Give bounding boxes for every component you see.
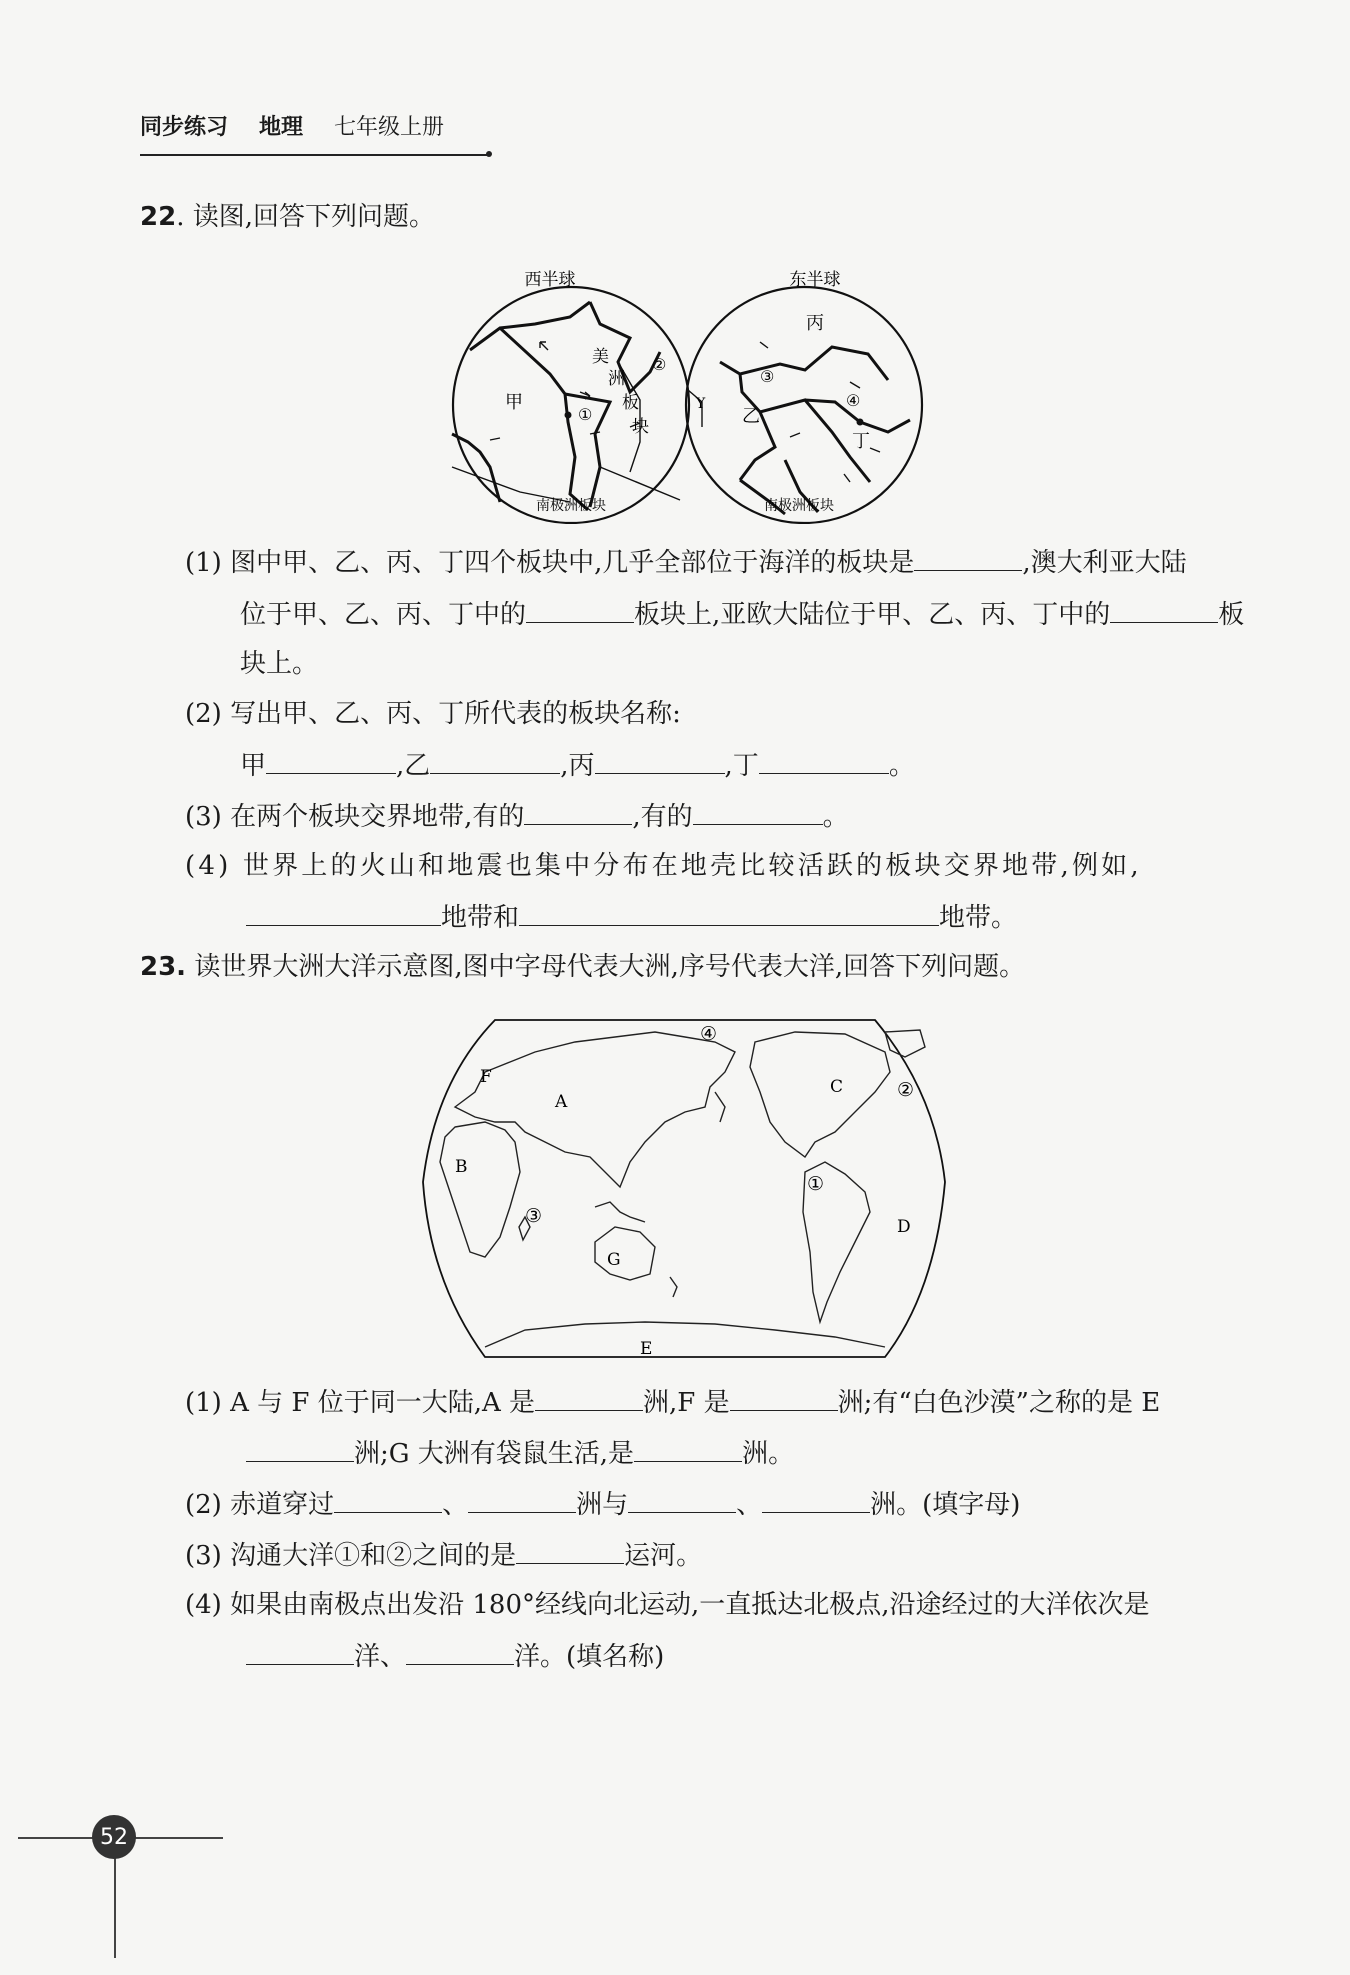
answer-blank[interactable] bbox=[535, 1384, 643, 1411]
marker-dot-1 bbox=[565, 412, 572, 419]
eastern-hemisphere-circle bbox=[686, 287, 922, 523]
west-boundary-mid bbox=[500, 328, 588, 510]
answer-blank[interactable] bbox=[762, 1486, 870, 1513]
label-mark-1: ① bbox=[578, 405, 593, 424]
q22-sub2-line1: (2) 写出甲、乙、丙、丁所代表的板块名称: bbox=[185, 699, 681, 729]
arrow-icon bbox=[540, 342, 548, 350]
q23-sub1-line2: 洲;G 大洲有袋鼠生活,是 洲。 bbox=[246, 1435, 794, 1471]
map-label-E: E bbox=[640, 1339, 653, 1359]
arrow-icon bbox=[490, 438, 500, 440]
plate-tectonics-figure bbox=[440, 262, 940, 524]
arrow-icon bbox=[850, 382, 860, 388]
question-text: 读世界大洲大洋示意图,图中字母代表大洲,序号代表大洋,回答下列问题。 bbox=[186, 952, 1026, 982]
label-mark-3: ③ bbox=[760, 367, 775, 386]
q23-sub4-line1: (4) 如果由南极点出发沿 180°经线向北运动,一直抵达北极点,沿途经过的大洋依次是 bbox=[185, 1590, 1150, 1620]
label-west-hemisphere: 西半球 bbox=[524, 270, 576, 290]
north-america-outline bbox=[750, 1032, 890, 1157]
question-22-prompt bbox=[140, 200, 435, 234]
label-plate-bing: 丙 bbox=[806, 313, 824, 334]
q22-sub1-line3: 块上。 bbox=[240, 649, 319, 679]
label-plate-jia: 甲 bbox=[505, 392, 523, 413]
answer-blank[interactable] bbox=[914, 544, 1022, 571]
question-number: 22 bbox=[140, 202, 177, 232]
plate-tectonics-svg bbox=[440, 262, 940, 524]
q22-sub4-line1: (4) 世界上的火山和地震也集中分布在地壳比较活跃的板块交界地带,例如, bbox=[185, 851, 1142, 881]
map-label-B: B bbox=[455, 1157, 468, 1177]
answer-blank[interactable] bbox=[246, 899, 441, 926]
map-label-ocean-2: ② bbox=[897, 1079, 915, 1101]
q22-sub2-line2: 甲 ,乙 ,丙 ,丁 。 bbox=[240, 747, 915, 783]
label-plate-yi: 乙 bbox=[742, 406, 760, 427]
map-label-G: G bbox=[607, 1250, 621, 1270]
map-frame bbox=[423, 1020, 945, 1357]
marker-dot-4 bbox=[857, 419, 864, 426]
label-antarctic-east: 南极洲板块 bbox=[764, 498, 834, 514]
label-america-1: 美 bbox=[592, 347, 609, 367]
grade-title: 七年级上册 bbox=[334, 115, 445, 140]
greenland-outline bbox=[885, 1030, 925, 1057]
q23-sub1-line1: (1) A 与 F 位于同一大陆,A 是 洲,F 是 洲;有“白色沙漠”之称的是 E bbox=[185, 1384, 1160, 1420]
arrow-icon bbox=[790, 433, 800, 437]
arrow-icon bbox=[760, 342, 768, 348]
east-boundary-west bbox=[740, 374, 775, 480]
label-y: Y bbox=[696, 396, 706, 412]
page-number: 52 bbox=[92, 1815, 136, 1859]
antarctica-outline bbox=[485, 1322, 885, 1347]
map-label-ocean-1: ① bbox=[807, 1173, 825, 1195]
subject-title: 地理 bbox=[259, 115, 304, 140]
answer-blank[interactable] bbox=[524, 798, 632, 825]
arrow-icon bbox=[590, 432, 600, 434]
answer-blank[interactable] bbox=[246, 1435, 354, 1462]
q23-sub3: (3) 沟通大洋①和②之间的是 运河。 bbox=[185, 1537, 702, 1573]
q22-sub1-line2: 位于甲、乙、丙、丁中的 板块上,亚欧大陆位于甲、乙、丙、丁中的 板 bbox=[240, 596, 1244, 632]
answer-blank[interactable] bbox=[634, 1435, 742, 1462]
label-mark-4: ④ bbox=[846, 391, 861, 410]
map-label-ocean-4: ④ bbox=[700, 1023, 718, 1045]
west-boundary-north bbox=[470, 302, 590, 350]
answer-blank[interactable] bbox=[628, 1486, 736, 1513]
arrow-icon bbox=[870, 448, 880, 452]
q22-sub3: (3) 在两个板块交界地带,有的 ,有的 。 bbox=[185, 798, 849, 834]
label-mark-2: ② bbox=[652, 355, 667, 374]
answer-blank[interactable] bbox=[519, 899, 939, 926]
answer-blank[interactable] bbox=[246, 1638, 354, 1665]
answer-blank[interactable] bbox=[266, 747, 396, 774]
eurasia-outline bbox=[455, 1032, 735, 1187]
answer-blank[interactable] bbox=[406, 1638, 514, 1665]
answer-blank[interactable] bbox=[730, 1384, 838, 1411]
answer-blank[interactable] bbox=[468, 1486, 576, 1513]
map-label-ocean-3: ③ bbox=[525, 1205, 543, 1227]
map-label-F: F bbox=[480, 1067, 492, 1087]
answer-blank[interactable] bbox=[516, 1537, 624, 1564]
label-america-4: 块 bbox=[632, 417, 649, 437]
africa-outline bbox=[440, 1122, 520, 1257]
arrow-icon bbox=[844, 474, 850, 482]
label-east-hemisphere: 东半球 bbox=[789, 270, 841, 290]
question-text: . 读图,回答下列问题。 bbox=[176, 202, 435, 232]
map-label-A: A bbox=[555, 1092, 568, 1112]
answer-blank[interactable] bbox=[334, 1486, 442, 1513]
header-rule bbox=[140, 154, 488, 156]
label-america-2: 洲 bbox=[608, 369, 625, 389]
answer-blank[interactable] bbox=[759, 747, 889, 774]
answer-blank[interactable] bbox=[1110, 596, 1218, 623]
question-number: 23. bbox=[140, 952, 187, 982]
q22-sub1-line1: (1) 图中甲、乙、丙、丁四个板块中,几乎全部位于海洋的板块是 ,澳大利亚大陆 bbox=[185, 544, 1187, 580]
label-plate-ding: 丁 bbox=[852, 431, 870, 452]
world-map-svg bbox=[415, 1012, 955, 1362]
q23-sub4-line2: 洋、 洋。(填名称) bbox=[246, 1638, 664, 1674]
label-america-3: 板 bbox=[622, 393, 639, 413]
australia-outline bbox=[595, 1227, 655, 1280]
q22-sub4-line2: 地带和 地带。 bbox=[246, 899, 1017, 935]
answer-blank[interactable] bbox=[430, 747, 560, 774]
map-label-D: D bbox=[897, 1217, 911, 1237]
label-antarctic-west: 南极洲板块 bbox=[536, 498, 606, 514]
page-header bbox=[140, 110, 468, 141]
q23-sub2: (2) 赤道穿过 、 洲与 、 洲。(填字母) bbox=[185, 1486, 1020, 1522]
answer-blank[interactable] bbox=[526, 596, 634, 623]
answer-blank[interactable] bbox=[693, 798, 823, 825]
east-boundary-north bbox=[720, 347, 888, 380]
series-title: 同步练习 bbox=[140, 115, 229, 140]
question-23-prompt bbox=[140, 950, 1025, 984]
world-map-figure bbox=[415, 1012, 955, 1362]
header-rule-dot bbox=[486, 151, 492, 157]
page-number-vrule bbox=[114, 1858, 116, 1958]
answer-blank[interactable] bbox=[595, 747, 725, 774]
map-label-C: C bbox=[830, 1077, 844, 1097]
